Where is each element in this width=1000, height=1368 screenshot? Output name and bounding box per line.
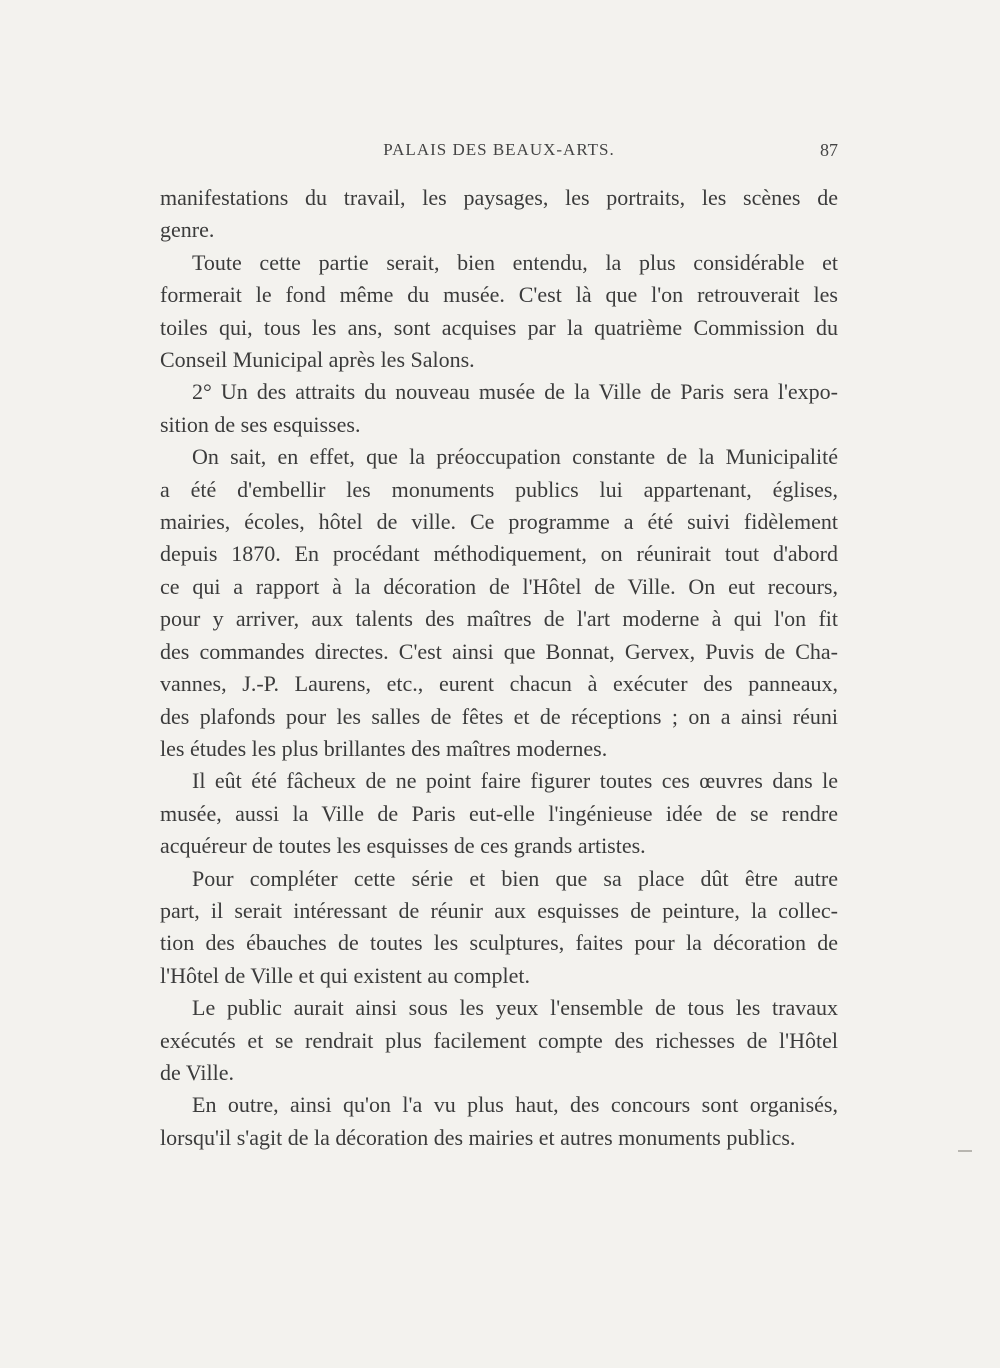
text-line: genre.: [160, 217, 215, 243]
text-line: pour y arriver, aux talents des maîtres de l'art moderne à qui l'on fit: [160, 606, 838, 632]
page-edge-mark: [958, 1150, 972, 1152]
text-line: mairies, écoles, hôtel de ville. Ce programme a été suivi fidèlement: [160, 509, 838, 535]
text-line: acquéreur de toutes les esquisses de ces grands artistes.: [160, 833, 646, 859]
text-line: ce qui a rapport à la décoration de l'Hôtel de Ville. On eut recours,: [160, 573, 838, 599]
text-line: Le public aurait ainsi sous les yeux l'ensemble de tous les travaux: [192, 995, 838, 1021]
running-head: [160, 140, 838, 166]
text-line: part, il serait intéressant de réunir aux esquisses de peinture, la collec-: [160, 897, 838, 923]
text-line: formerait le fond même du musée. C'est là que l'on retrouverait les: [160, 282, 838, 308]
text-line: sition de ses esquisses.: [160, 411, 361, 437]
text-line: manifestations du travail, les paysages, les portraits, les scènes de: [160, 185, 838, 210]
text-line: de Ville.: [160, 1059, 235, 1085]
text-line: Il eût été fâcheux de ne point faire figurer toutes ces œuvres dans le: [192, 768, 838, 794]
text-line: des plafonds pour les salles de fêtes et de réceptions ; on a ainsi réuni: [160, 703, 838, 729]
text-line: exécutés et se rendrait plus facilement compte des richesses de l'Hôtel: [160, 1027, 838, 1053]
text-line: lorsqu'il s'agit de la décoration des mairies et autres monuments publics.: [160, 1124, 796, 1150]
text-line: Conseil Municipal après les Salons.: [160, 347, 475, 373]
running-title: PALAIS DES BEAUX-ARTS.: [383, 140, 615, 159]
text-line: depuis 1870. En procédant méthodiquement, on réunirait tout d'abord: [160, 541, 838, 567]
text-line: 2° Un des attraits du nouveau musée de la Ville de Paris sera l'expo-: [192, 379, 838, 405]
text-line: vannes, J.-P. Laurens, etc., eurent chacun à exécuter des panneaux,: [160, 671, 838, 697]
text-line: En outre, ainsi qu'on l'a vu plus haut, des concours sont organisés,: [192, 1092, 838, 1118]
text-line: des commandes directes. C'est ainsi que Bonnat, Gervex, Puvis de Cha-: [160, 638, 838, 664]
text-line: toiles qui, tous les ans, sont acquises par la quatrième Commission du: [160, 314, 838, 340]
text-line: Toute cette partie serait, bien entendu, la plus considérable et: [192, 249, 838, 275]
page-number: 87: [820, 140, 838, 160]
text-line: tion des ébauches de toutes les sculptures, faites pour la décoration de: [160, 930, 838, 956]
text-line: les études les plus brillantes des maîtres modernes.: [160, 735, 608, 761]
body-text: [160, 182, 838, 1154]
text-line: a été d'embellir les monuments publics lui appartenant, églises,: [160, 476, 838, 502]
text-line: On sait, en effet, que la préoccupation constante de la Municipalité: [192, 444, 838, 470]
text-line: musée, aussi la Ville de Paris eut-elle l'ingénieuse idée de se rendre: [160, 800, 838, 826]
text-line: l'Hôtel de Ville et qui existent au complet.: [160, 962, 531, 988]
text-line: Pour compléter cette série et bien que sa place dût être autre: [192, 865, 838, 891]
